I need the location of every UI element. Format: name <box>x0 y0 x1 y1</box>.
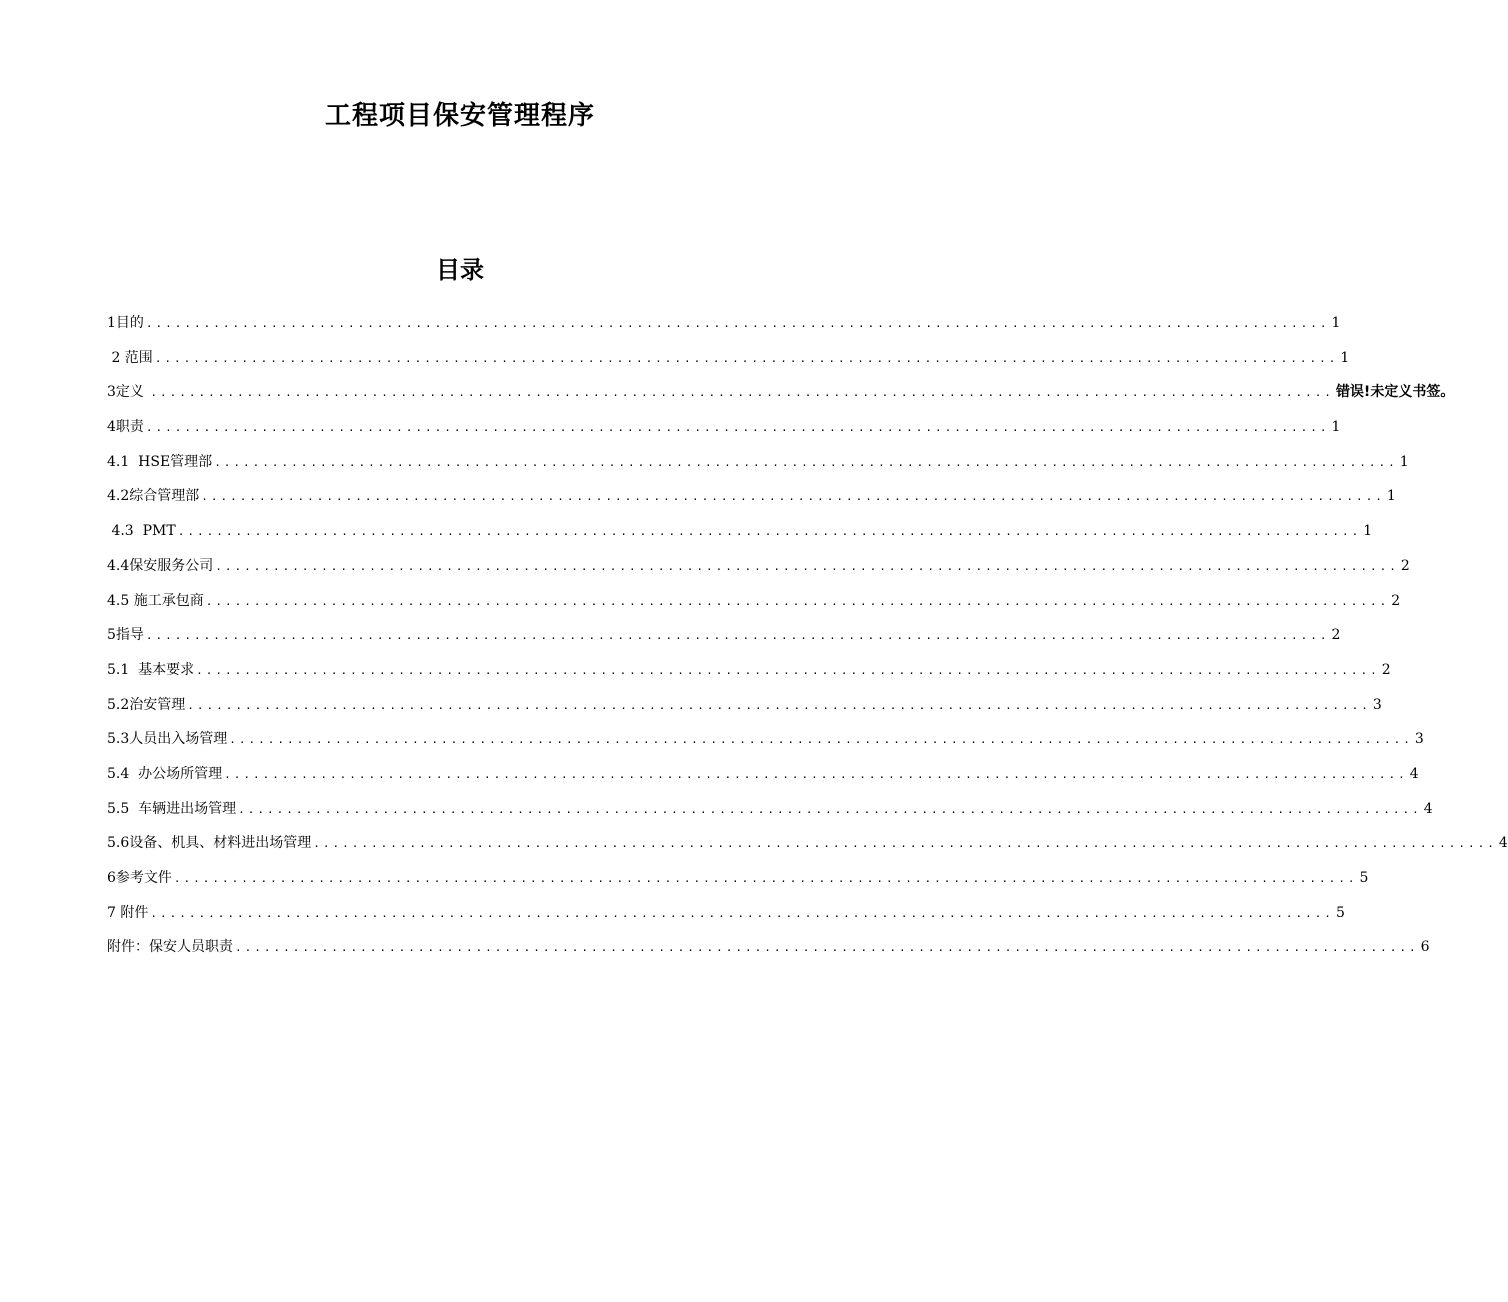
toc-entry-security-company[interactable] <box>107 553 1410 588</box>
toc-page-number: 2 <box>1400 557 1410 574</box>
toc-page-number: 4 <box>1423 800 1433 817</box>
toc-entry-pmt[interactable] <box>107 518 1373 553</box>
toc-entry-label: 2 范围 <box>107 349 153 366</box>
toc-entry-purpose[interactable] <box>107 310 1341 345</box>
toc-entry-label: 4.1 HSE管理部 <box>107 453 213 470</box>
toc-entry-office-management[interactable] <box>107 761 1419 796</box>
toc-page-number: 2 <box>1391 592 1401 609</box>
toc-dot-leader: ........................................................................................................................... <box>235 941 1419 955</box>
toc-dot-leader: ........................................................................................................................... <box>145 421 1330 435</box>
toc-dot-leader: ........................................................................................................................... <box>201 490 1385 504</box>
toc-entry-label: 4.4保安服务公司 <box>107 557 214 574</box>
toc-entry-scope[interactable] <box>107 345 1350 380</box>
toc-dot-leader: ........................................................................................................................... <box>224 767 1408 781</box>
toc-entry-label: 5.3人员出入场管理 <box>107 731 228 748</box>
toc-heading: 目录 <box>436 255 484 284</box>
toc-page-number: 5 <box>1335 904 1345 921</box>
toc-page-number: 1 <box>1399 453 1409 470</box>
document-title: 工程项目保安管理程序 <box>324 101 595 131</box>
toc-entry-label: 4.3 PMT <box>107 523 176 540</box>
toc-entry-general-department[interactable] <box>107 483 1396 518</box>
toc-dot-leader: ........................................................................................................................... <box>214 455 1398 469</box>
toc-dot-leader: ........................................................................................................................... <box>187 698 1371 712</box>
toc-dot-leader: ........................................................................................................................... <box>150 906 1334 920</box>
toc-page-number: 1 <box>1340 349 1350 366</box>
toc-entry-label: 6参考文件 <box>107 870 172 886</box>
toc-entry-guard-duties[interactable] <box>107 934 1430 969</box>
toc-entry-label: 4.2综合管理部 <box>107 488 200 505</box>
toc-entry-contractor[interactable] <box>107 588 1401 623</box>
toc-dot-leader: ........................................................................................................................... <box>173 872 1358 885</box>
toc-entry-label: 5指导 <box>107 627 144 644</box>
toc-dot-leader: ........................................................................................................................... <box>145 629 1330 643</box>
toc-dot-leader: ........................................................................................................................... <box>150 386 1334 400</box>
toc-entry-references[interactable] <box>107 865 1369 900</box>
toc-page-number: 1 <box>1331 419 1341 436</box>
toc-entry-equipment-access[interactable] <box>107 830 1508 865</box>
toc-entry-label: 5.6设备、机具、材料进出场管理 <box>107 835 312 852</box>
toc-dot-leader: ........................................................................................................................... <box>196 663 1380 677</box>
toc-bookmark-error: 错误!未定义书签。 <box>1335 384 1455 401</box>
toc-entry-definition[interactable] <box>107 379 1455 414</box>
toc-page-number: 2 <box>1381 661 1391 678</box>
toc-page-number: 3 <box>1372 696 1382 713</box>
toc-entry-label: 4.5 施工承包商 <box>107 592 204 609</box>
toc-entry-label: 附件：保安人员职责 <box>107 939 233 956</box>
toc-entry-vehicle-access[interactable] <box>107 796 1433 831</box>
toc-dot-leader: ........................................................................................................................... <box>154 351 1339 365</box>
toc-dot-leader: ........................................................................................................................... <box>205 594 1390 608</box>
toc-entry-attachments[interactable] <box>107 900 1345 935</box>
toc-entry-guidance[interactable] <box>107 622 1341 657</box>
toc-entry-label: 5.2治安管理 <box>107 696 186 713</box>
toc-page-number: 2 <box>1331 627 1341 644</box>
toc-entry-label: 5.5 车辆进出场管理 <box>107 800 237 817</box>
toc-dot-leader: ........................................................................................................................... <box>229 733 1413 747</box>
toc-entry-label: 4职责 <box>107 419 144 436</box>
toc-dot-leader: ........................................................................................................................... <box>215 559 1399 573</box>
toc-entry-label: 1目的 <box>107 315 144 331</box>
toc-dot-leader: ........................................................................................................................... <box>177 525 1362 539</box>
toc-entry-label: 5.1 基本要求 <box>107 661 195 678</box>
toc-dot-leader: ........................................................................................................................... <box>238 802 1422 816</box>
toc-entry-label: 5.4 办公场所管理 <box>107 765 223 782</box>
toc-page-number: 3 <box>1414 731 1424 748</box>
toc-dot-leader: ........................................................................................................................... <box>145 317 1330 330</box>
toc-entry-basic-requirements[interactable] <box>107 657 1391 692</box>
toc-entry-hse-department[interactable] <box>107 449 1409 484</box>
toc-page-number: 4 <box>1498 835 1508 852</box>
toc-dot-leader: ........................................................................................................................... <box>313 837 1497 851</box>
toc-entry-personnel-access[interactable] <box>107 726 1424 761</box>
toc-page-number: 1 <box>1331 315 1341 331</box>
table-of-contents <box>107 310 1508 969</box>
toc-page-number: 6 <box>1420 939 1430 956</box>
toc-page-number: 5 <box>1359 870 1369 886</box>
toc-page-number: 1 <box>1363 523 1373 540</box>
toc-entry-label: 7 附件 <box>107 904 149 921</box>
toc-page-number: 4 <box>1409 765 1419 782</box>
toc-entry-public-security[interactable] <box>107 692 1382 727</box>
toc-entry-label: 3定义 <box>107 384 149 401</box>
toc-entry-responsibilities[interactable] <box>107 414 1341 449</box>
toc-page-number: 1 <box>1386 488 1396 505</box>
